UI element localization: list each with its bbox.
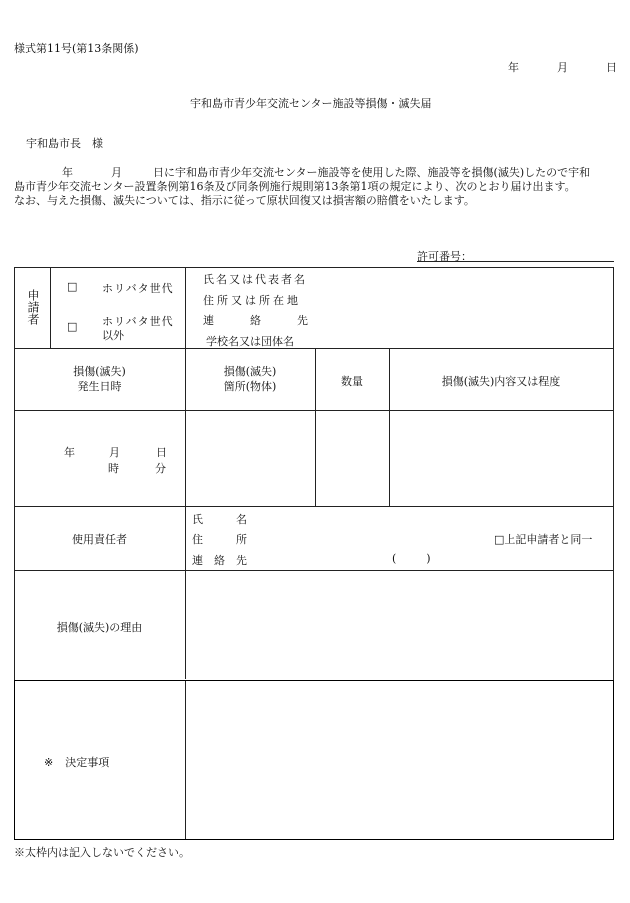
row-line-2 [14, 410, 614, 411]
body-line-1: 年 月 日に宇和島市青少年交流センター施設等を使用した際、施設等を損傷(滅失)したので宇和 [62, 166, 591, 179]
table-right [613, 267, 614, 680]
applicant-options-divider [185, 267, 186, 679]
date-month: 月 [557, 61, 568, 74]
applicant-field-address: 住所又は所在地 [203, 294, 301, 307]
row-line-3 [14, 506, 614, 507]
reason-label: 損傷(滅失)の理由 [56, 621, 143, 634]
body-line-2: 島市青少年交流センター設置条例第16条及び同条例施行規則第13条第1項の規定により、次のとおり届け出ます。 [14, 180, 576, 193]
same-as-applicant-checkbox[interactable]: □上記申請者と同一 [494, 533, 593, 546]
occurrence-date: 年 月 日 [64, 446, 167, 459]
permit-number-underline [417, 261, 614, 262]
quantity-divider-right [389, 348, 390, 506]
quantity-divider-left [315, 348, 316, 506]
applicant-label-divider [50, 267, 51, 348]
body-paragraph [14, 166, 618, 208]
addressee: 宇和島市長 様 [26, 137, 103, 150]
applicant-field-school: 学校名又は団体名 [206, 335, 294, 348]
header-content: 損傷(滅失)内容又は程度 [441, 375, 561, 388]
permit-number-label: 許可番号： [417, 250, 472, 263]
applicant-label: 申請者 [26, 289, 40, 325]
table-top [14, 267, 614, 268]
option-other-checkbox[interactable]: □ [67, 320, 78, 333]
responsible-address: 住 所 [192, 533, 247, 546]
responsible-name: 氏 名 [192, 513, 247, 526]
form-title: 宇和島市青少年交流センター施設等損傷・滅失届 [190, 97, 432, 110]
option-other-label-1: ホリバタ世代 [102, 315, 174, 328]
decision-divider [185, 681, 186, 839]
row-line-1 [14, 348, 614, 349]
header-quantity: 数量 [341, 375, 363, 388]
header-location: 損傷(滅失) 箇所(物体) [223, 365, 277, 393]
date-day: 日 [606, 61, 617, 74]
option-horibata-checkbox[interactable]: □ [67, 280, 78, 293]
body-line-3: なお、与えた損傷、滅失については、指示に従って原状回復又は損害額の賠償をいたします。 [14, 194, 475, 207]
date-year: 年 [508, 61, 519, 74]
occurrence-time: 時 分 [108, 462, 166, 475]
form-number: 様式第11号(第13条関係) [14, 42, 139, 55]
option-horibata-label: ホリバタ世代 [102, 282, 174, 295]
header-date [508, 59, 617, 75]
applicant-field-contact: 連 絡 先 [203, 314, 308, 327]
option-other-label-2: 以外 [102, 329, 124, 342]
responsible-phone-paren: ( ) [392, 552, 431, 565]
decision-label: ※ 決定事項 [44, 756, 110, 769]
responsible-contact: 連 絡 先 [192, 554, 247, 567]
responsible-label: 使用責任者 [72, 533, 127, 546]
header-occurrence: 損傷(滅失) 発生日時 [73, 365, 126, 393]
applicant-field-name: 氏名又は代表者名 [203, 273, 307, 286]
footnote: ※太枠内は記入しないでください。 [14, 846, 190, 859]
row-line-4 [14, 570, 614, 571]
